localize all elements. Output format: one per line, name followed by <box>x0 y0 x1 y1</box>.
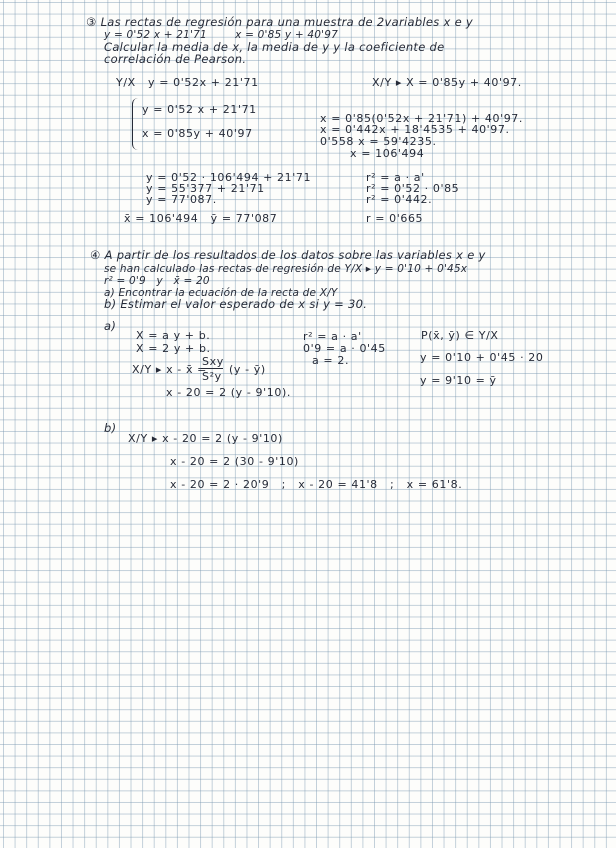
ex4-a-point-2: y = 0'10 + 0'45 · 20 <box>420 351 544 364</box>
fraction-bar <box>201 368 223 369</box>
ex4-a-line-2: X = 2 y + b. <box>136 342 211 355</box>
ex3-system-eq-1: y = 0'52 x + 21'71 <box>142 103 257 116</box>
fraction-denominator: S²y <box>202 370 222 383</box>
ex4-b-line-2: x - 20 = 2 (30 - 9'10) <box>170 455 299 468</box>
ex4-a-line-3: X/Y ▸ x - x̄ = <box>132 363 212 376</box>
ex4-a-line-4: x - 20 = 2 (y - 9'10). <box>166 386 291 399</box>
ex4-title-line-4: a) Encontrar la ecuación de la recta de X/Y <box>104 287 338 299</box>
ex3-substitution-1: x = 0'85(0'52x + 21'71) + 40'97. <box>320 112 524 125</box>
ex3-title-line-1: ③ Las rectas de regresión para una muestra de 2variables x e y <box>86 15 474 29</box>
ex3-title-line-3: correlación de Pearson. <box>104 52 247 66</box>
ex4-a-line-3-tail: (y - ȳ) <box>229 363 266 376</box>
ex3-y-calc-3: y = 77'087. <box>146 193 217 206</box>
ex3-given-lines: y = 0'52 x + 21'71 x = 0'85 y + 40'97 <box>104 29 338 41</box>
ex4-title-line-3: r² = 0'9 y x̄ = 20 <box>104 275 210 287</box>
ex4-title-line-1: ④ A partir de los resultados de los datos sobre las variables x e y <box>90 248 486 262</box>
ex3-title-line-2: Calcular la media de x, la media de y y la coeficiente de <box>104 40 445 54</box>
ex3-means-result: x̄ = 106'494 ȳ = 77'087 <box>124 212 278 225</box>
ex3-y-calc-1: y = 0'52 · 106'494 + 21'71 <box>146 171 312 184</box>
ex3-r-calc-1: r² = a · a' <box>366 171 425 184</box>
system-brace <box>132 98 141 150</box>
ex4-a-r-1: r² = a · a' <box>303 330 362 343</box>
ex4-a-point-3: y = 9'10 = ȳ <box>420 374 497 387</box>
ex3-system-eq-2: x = 0'85y + 40'97 <box>142 127 253 140</box>
fraction-numerator: Sxy <box>202 355 224 368</box>
ex4-part-a-label: a) <box>104 319 117 333</box>
ex3-line-yx: Y/X y = 0'52x + 21'71 <box>116 76 259 89</box>
ex3-substitution-3: 0'558 x = 59'4235. <box>320 135 437 148</box>
ex3-y-calc-2: y = 55'377 + 21'71 <box>146 182 265 195</box>
ex4-a-line-1: X = a y + b. <box>136 329 211 342</box>
ex3-substitution-4: x = 106'494 <box>350 147 425 160</box>
ex3-r-result: r = 0'665 <box>366 212 424 225</box>
ex4-a-point-1: P(x̄, ȳ) ∈ Y/X <box>421 329 499 342</box>
ex4-a-r-3: a = 2. <box>312 354 350 367</box>
ex3-r-calc-2: r² = 0'52 · 0'85 <box>366 182 460 195</box>
ex3-line-xy: X/Y ▸ X = 0'85y + 40'97. <box>372 76 522 89</box>
ex3-r-calc-3: r² = 0'442. <box>366 193 433 206</box>
ex4-b-line-1: X/Y ▸ x - 20 = 2 (y - 9'10) <box>128 432 283 445</box>
ex4-title-line-2: se han calculado las rectas de regresión de Y/X ▸ y = 0'10 + 0'45x <box>104 263 468 275</box>
ex4-a-r-2: 0'9 = a · 0'45 <box>303 342 386 355</box>
ex4-b-line-3: x - 20 = 2 · 20'9 ; x - 20 = 41'8 ; x = 61'8. <box>170 478 463 491</box>
ex3-substitution-2: x = 0'442x + 18'4535 + 40'97. <box>320 123 510 136</box>
ex4-part-b-label: b) <box>104 421 117 435</box>
ex4-title-line-5: b) Estimar el valor esperado de x si y = 30. <box>104 297 368 311</box>
